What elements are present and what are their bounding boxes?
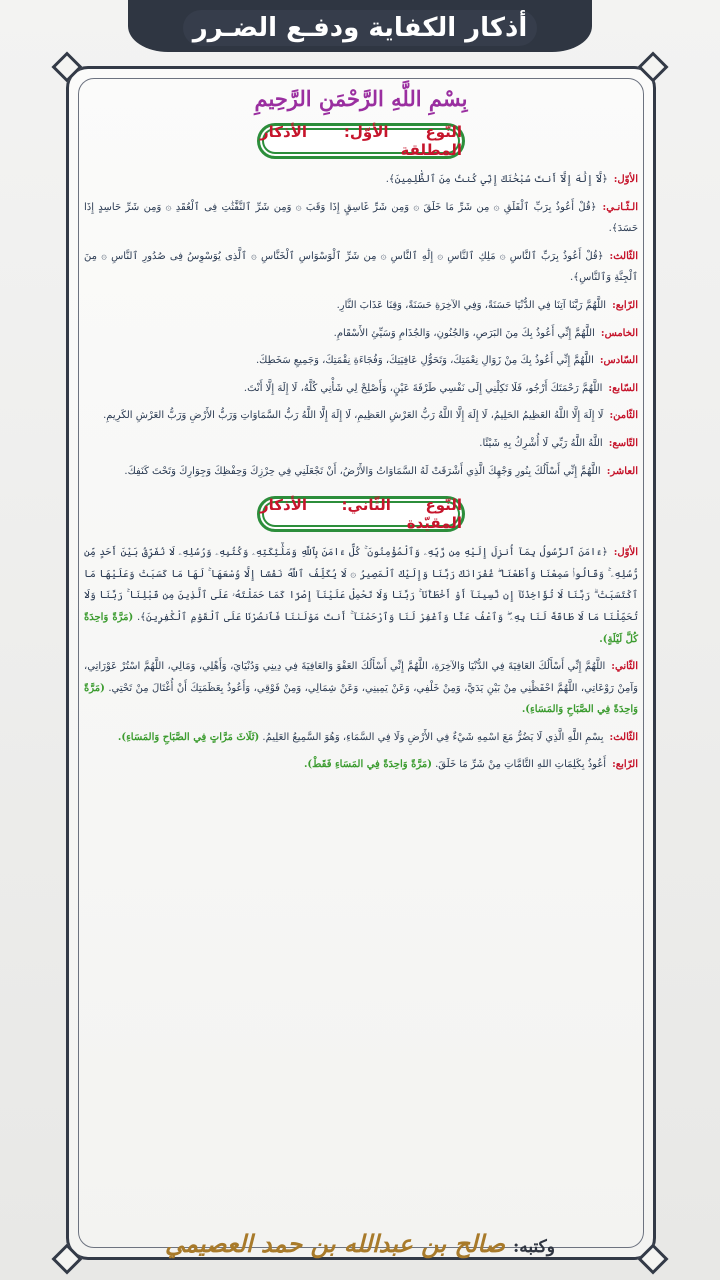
item-text: اللَّهُمَّ رَبَّنَا آتِنَا فِي الدُّنْيَا حَسَنَةً، وَفِي الآخِرَةِ حَسَنَةً، وَقِنَا عَذَابَ النَّارِ.	[336, 299, 607, 311]
item-note: (ثَلَاثَ مَرَّاتٍ فِي الصَّبَاحِ وَالمَسَاءِ).	[117, 731, 260, 743]
item-label: العاشر:	[606, 465, 638, 477]
section-1-item-3	[84, 246, 638, 289]
item-label: الرّابع:	[612, 299, 638, 311]
item-label: الأوّل:	[613, 547, 638, 559]
item-text: اللَّهُ اللَّهُ رَبِّي لَا أُشْرِكُ بِهِ شَيْئًا.	[479, 437, 603, 449]
section-2-item-4	[84, 754, 638, 776]
section-1-heading: النّوع الأوّل: الأذكار المطلقة	[257, 123, 465, 159]
item-text: اللَّهُمَّ إِنِّي أَعُوذُ بِكَ مِنَ البَرَصِ، وَالجُنُونِ، وَالجُذَامِ وَسَيِّئِ الأَسْقَامِ.	[333, 327, 595, 339]
adhkar-content	[84, 80, 638, 1240]
item-note: (مَرَّةً وَاحِدَةً فِي المَسَاءِ فَقَطْ).	[303, 759, 432, 771]
item-text: اللَّهُمَّ إِنِّي أَعُوذُ بِكَ مِنْ زَوَالِ نِعْمَتِكَ، وَتَحَوُّلِ عَافِيَتِكَ، وَفُجَاءَةِ نِقْمَتِكَ، وَجَمِيعِ سَخَطِكَ.	[255, 355, 594, 367]
item-label: الخامس:	[600, 327, 638, 339]
item-label: السّابع:	[608, 382, 638, 394]
item-label: الرّابع:	[612, 759, 638, 771]
item-text: لَا إِلَهَ إِلَّا اللَّهُ العَظِيمُ الحَلِيمُ، لَا إِلَهَ إِلَّا اللَّهُ رَبُّ العَرْشِ العَظِيمِ، لَا إِلَهَ إِلَّا اللَّهُ رَبُّ السَّمَاوَاتِ وَرَبُّ الأَرْضِ وَرَبُّ العَرْشِ الكَرِيمِ.	[103, 410, 604, 422]
section-1-item-4	[84, 295, 638, 317]
item-label: التّاسع:	[608, 437, 638, 449]
item-text: ﴿قُلْ أَعُوذُ بِرَبِّ ٱلْفَلَقِ ۞ مِن شَرِّ مَا خَلَقَ ۞ وَمِن شَرِّ غَاسِقٍ إِذَا وَقَبَ ۞ وَمِن شَرِّ ٱلنَّفَّٰثَٰتِ فِى ٱلْعُقَدِ ۞ وَمِن شَرِّ حَاسِدٍ إِذَا حَسَدَ﴾.	[84, 201, 638, 235]
item-text: اللَّهُمَّ إِنِّي أَسْأَلُكَ بِنُورِ وَجْهِكَ الَّذِي أَشْرَقَتْ لَهُ السَّمَاوَاتُ وَالأَرْضُ، أَنْ تَجْعَلَنِي فِي حِرْزِكَ وَحِفْظِكَ وَجِوَارِكَ وَتَحْتَ كَنَفِكَ.	[124, 465, 601, 477]
signature-lead: وكتبه:	[512, 1237, 555, 1257]
section-2-item-2	[84, 656, 638, 721]
section-2-item-1	[84, 542, 638, 650]
section-1-item-5	[84, 323, 638, 345]
item-label: الـثّـانـي:	[602, 201, 638, 213]
item-text: أَعُوذُ بِكَلِمَاتِ اللهِ التَّامَّاتِ مِنْ شَرِّ مَا خَلَقَ.	[435, 759, 607, 771]
item-label: السّادس:	[599, 355, 638, 367]
item-text: ﴿قُلْ أَعُوذُ بِرَبِّ ٱلنَّاسِ ۞ مَلِكِ ٱلنَّاسِ ۞ إِلَٰهِ ٱلنَّاسِ ۞ مِن شَرِّ ٱلْوَسْوَاسِ ٱلْخَنَّاسِ ۞ ٱلَّذِى يُوَسْوِسُ فِى صُدُورِ ٱلنَّاسِ ۞ مِنَ ٱلْجِنَّةِ وَٱلنَّاسِ﴾.	[84, 250, 638, 284]
section-1-item-8	[84, 405, 638, 427]
item-label: الثّامن:	[609, 410, 638, 422]
section-1-item-6	[84, 350, 638, 372]
section-2-item-3	[84, 727, 638, 749]
item-text: بِسْمِ اللَّهِ الَّذِي لَا يَضُرُّ مَعَ اسْمِهِ شَيْءٌ فِي الأَرْضِ وَلَا فِي السَّمَاءِ، وَهُوَ السَّمِيعُ العَلِيمُ.	[262, 731, 604, 743]
item-label: الثّالث:	[609, 731, 638, 743]
item-note: (مَرَّةً وَاحِدَةً فِي الصَّبَاحِ وَالمَسَاءِ).	[84, 682, 638, 716]
item-text: ﴿ءَامَنَ ٱلرَّسُولُ بِمَآ أُنزِلَ إِلَيْهِ مِن رَّبِّهِۦ وَٱلْمُؤْمِنُونَ ۚ كُلٌّ ءَامَنَ بِٱللَّهِ وَمَلَٰٓئِكَتِهِۦ وَكُتُبِهِۦ وَرُسُلِهِۦ لَا نُفَرِّقُ بَيْنَ أَحَدٍ مِّن رُّسُلِهِۦ ۚ وَقَالُوا۟ سَمِعْنَا وَأَطَعْنَا ۖ غُفْرَانَكَ رَبَّنَا وَإِلَيْكَ ٱلْمَصِيرُ ۞ لَا يُكَلِّفُ ٱللَّهُ نَفْسًا إِلَّا وُسْعَهَا ۚ لَهَا مَا كَسَبَتْ وَعَلَيْهَا مَا ٱكْتَسَبَتْ ۗ رَبَّنَا لَا تُؤَاخِذْنَآ إِن نَّسِينَآ أَوْ أَخْطَأْنَا ۚ رَبَّنَا وَلَا تَحْمِلْ عَلَيْنَآ إِصْرًا كَمَا حَمَلْتَهُۥ عَلَى ٱلَّذِينَ مِن قَبْلِنَا ۚ رَبَّنَا وَلَا تُحَمِّلْنَا مَا لَا طَاقَةَ لَنَا بِهِۦ ۖ وَٱعْفُ عَنَّا وَٱغْفِرْ لَنَا وَٱرْحَمْنَآ ۚ أَنتَ مَوْلَىٰنَا فَٱنصُرْنَا عَلَى ٱلْقَوْمِ ٱلْكَٰفِرِينَ﴾.	[84, 547, 638, 623]
item-label: الثّاني:	[611, 661, 638, 673]
item-label: الأوّل:	[613, 174, 638, 185]
section-1-item-9	[84, 433, 638, 455]
basmala: بِسْمِ اللَّهِ الرَّحْمَنِ الرَّحِيمِ	[254, 86, 468, 111]
section-1-item-2	[84, 197, 638, 240]
item-note: (مَرَّةً وَاحِدَةً كُلَّ لَيْلَةٍ).	[84, 611, 638, 645]
item-text: ﴿لَّآ إِلَٰهَ إِلَّآ أَنتَ سُبْحَٰنَكَ إِنِّي كُنتُ مِنَ ٱلظَّٰلِمِينَ﴾.	[385, 174, 608, 185]
section-1-item-1	[84, 169, 638, 191]
item-text: اللَّهُمَّ إِنِّي أَسْأَلُكَ العَافِيَةَ فِي الدُّنْيَا وَالآخِرَةِ، اللَّهُمَّ إِنِّي أَسْأَلُكَ العَفْوَ وَالعَافِيَةَ فِي دِينِي وَدُنْيَايَ، وَأَهْلِي، وَمَالِي، اللَّهُمَّ اسْتُرْ عَوْرَاتِي، وَآمِنْ رَوْعَاتِي، اللَّهُمَّ احْفَظْنِي مِنْ بَيْنِ يَدَيَّ، وَمِنْ خَلْفِي، وَعَنْ يَمِينِي، وَعَنْ شِمَالِي، وَمِنْ فَوْقِي، وَأَعُوذُ بِعَظَمَتِكَ أَنْ أُغْتَالَ مِنْ تَحْتِي.	[84, 661, 638, 694]
item-label: الثّالث:	[609, 250, 638, 262]
item-text: اللَّهُمَّ رَحْمَتَكَ أَرْجُو، فَلَا تَكِلْنِي إِلَى نَفْسِي طَرْفَةَ عَيْنٍ، وَأَصْلِحْ لِي شَأْنِي كُلَّهُ، لَا إِلَهَ إِلَّا أَنْتَ.	[243, 382, 603, 394]
signature-name: صالح بن عبدالله بن حمد العصيمي	[165, 1229, 505, 1258]
author-signature	[0, 1229, 720, 1258]
section-1-item-10	[84, 461, 638, 483]
page-title: أذكار الكفاية ودفـع الضـرر	[183, 10, 537, 46]
section-1-item-7	[84, 378, 638, 400]
section-2-heading: النّوع الثّاني: الأذكار المقيّدة	[257, 496, 465, 532]
